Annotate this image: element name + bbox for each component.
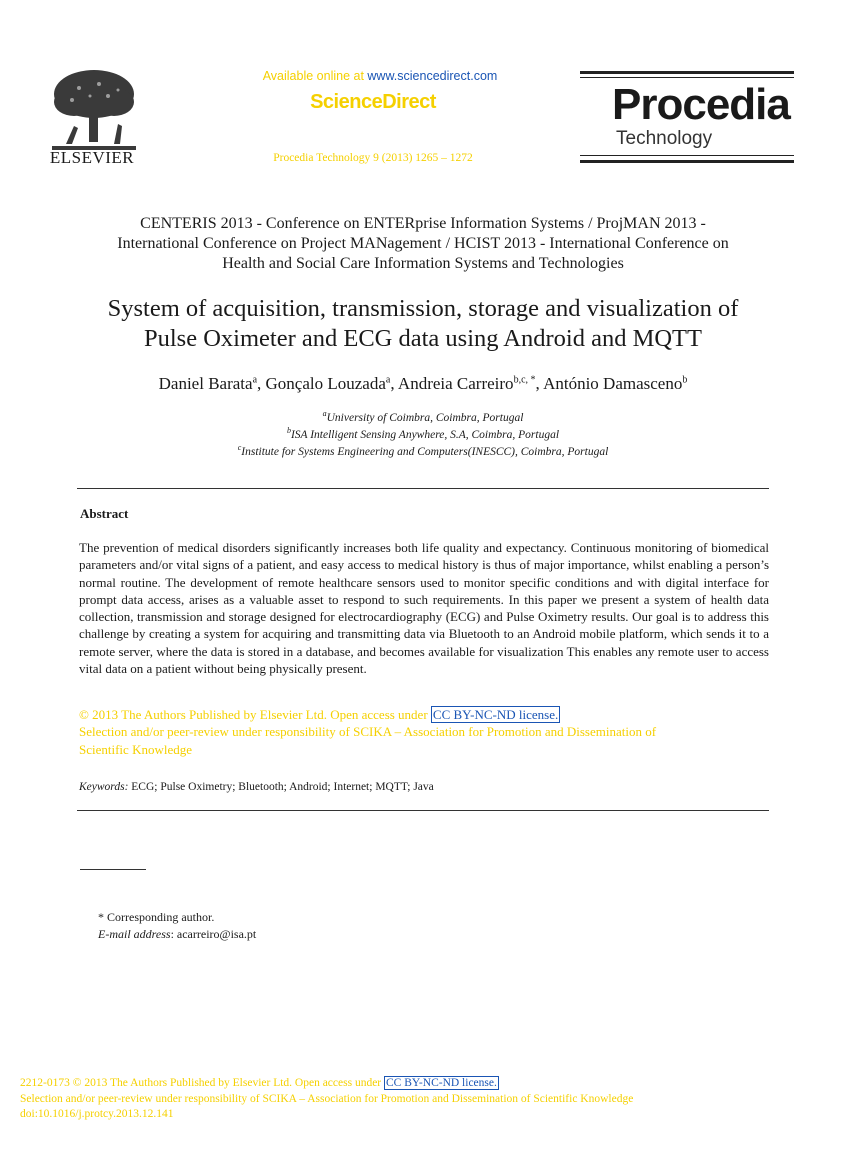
conference-line: International Conference on Project MANagement / HCIST 2013 - International Conference on <box>117 235 729 252</box>
author-affiliation-mark: b <box>682 374 688 386</box>
peer-review-text: Selection and/or peer-review under responsibility of SCIKA – Association for Promotion and Dissemination of <box>79 724 657 740</box>
conference-line: Health and Social Care Information Systems and Technologies <box>222 255 624 272</box>
author-affiliation-mark: a <box>385 374 391 386</box>
author-name: Daniel Barata <box>158 374 253 393</box>
author-name: Andreia Carreiro <box>397 374 514 393</box>
journal-rule <box>580 71 794 74</box>
conference-info <box>60 214 786 274</box>
paper-title-line: Pulse Oximeter and ECG data using Android and MQTT <box>144 325 702 352</box>
paper-title-line: System of acquisition, transmission, storage and visualization of <box>107 295 739 322</box>
issn-line: 2212-0173 © 2013 The Authors Published by Elsevier Ltd. Open access under <box>20 1077 385 1089</box>
keywords-text: ECG; Pulse Oximetry; Bluetooth; Android; Internet; MQTT; Java <box>128 781 434 793</box>
author-affiliation-mark: b,c, * <box>513 374 536 386</box>
section-divider <box>77 810 769 811</box>
author-name: Gonçalo Louzada <box>265 374 386 393</box>
affiliation-item <box>60 444 786 461</box>
author-separator: , <box>257 374 266 393</box>
abstract-body: The prevention of medical disorders significantly increases both life quality and expectancy. Continuous monitoring of biomedical parameters and/or vital signs of a patient, and easy access to medical history is thus of major importance, whilst enabling a person’s normal routine. The development of remote healthcare sensors used to monitor specific conditions and with digital interface for prompt data access, arises as a valuable asset to respond to such requirements. In this paper we present a system of health data collection, transmission and storage designed for electrocardiography (ECG) and Pulse Oximetry results. Our goal is to address this challenge by creating a system for acquiring and transmitting data via Bluetooth to an Android mobile platform, which sends it to a remote server, where the data is stored in a database, and becomes available for visualization This enables any remote user to access vital data on a patient without being physically present. <box>79 540 769 677</box>
journal-subtitle: Technology <box>616 128 713 149</box>
journal-rule <box>580 160 794 163</box>
journal-rule <box>580 155 794 156</box>
affiliation-item <box>60 410 786 427</box>
author-separator: , <box>390 374 398 393</box>
sciencedirect-brand: ScienceDirect <box>310 91 436 113</box>
author-separator: , <box>535 374 544 393</box>
doi-text[interactable]: doi:10.1016/j.protcy.2013.12.141 <box>20 1108 174 1120</box>
footnote-divider <box>80 869 146 870</box>
open-access-notice <box>79 706 769 758</box>
affiliation-item <box>60 427 786 444</box>
affiliation-mark: b <box>286 426 291 436</box>
peer-review-text: Selection and/or peer-review under responsibility of SCIKA – Association for Promotion and Dissemination of Scientific Knowledge <box>20 1092 634 1105</box>
conference-line: CENTERIS 2013 - Conference on ENTERprise Information Systems / ProjMAN 2013 - <box>140 215 706 232</box>
footnote <box>98 909 256 943</box>
journal-title: Procedia <box>612 80 790 129</box>
available-online-label: Available online at <box>262 69 368 83</box>
author-list <box>60 374 786 394</box>
affiliation-mark: a <box>322 409 327 419</box>
corresponding-author-note: * Corresponding author. <box>98 910 215 924</box>
email-address[interactable]: : acarreiro@isa.pt <box>170 927 257 941</box>
author-name: António Damasceno <box>543 374 683 393</box>
peer-review-text: Scientific Knowledge <box>79 741 192 757</box>
affiliation-mark: c <box>237 443 242 453</box>
keywords <box>79 781 769 793</box>
abstract-heading: Abstract <box>80 506 129 521</box>
journal-rule <box>580 77 794 78</box>
sciencedirect-link[interactable]: www.sciencedirect.com <box>367 69 498 83</box>
license-link[interactable]: CC BY-NC-ND license. <box>432 707 559 722</box>
bottom-notice <box>20 1076 830 1123</box>
publisher-name: ELSEVIER <box>49 148 135 167</box>
copyright-text: © 2013 The Authors Published by Elsevier Ltd. <box>79 707 327 722</box>
affiliation-text: Institute for Systems Engineering and Computers(INESCC), Coimbra, Portugal <box>241 446 609 458</box>
affiliation-list <box>60 410 786 461</box>
section-divider <box>77 488 769 489</box>
keywords-label: Keywords: <box>79 781 129 793</box>
email-label: E-mail address <box>98 927 171 941</box>
journal-reference: Procedia Technology 9 (2013) 1265 – 1272 <box>273 152 473 164</box>
available-online-line <box>230 69 530 83</box>
license-link[interactable]: CC BY-NC-ND license. <box>386 1077 497 1089</box>
open-access-text: Open access under <box>326 707 431 722</box>
affiliation-text: University of Coimbra, Coimbra, Portugal <box>326 412 524 424</box>
author-affiliation-mark: a <box>252 374 258 386</box>
paper-title <box>50 294 796 354</box>
affiliation-text: ISA Intelligent Sensing Anywhere, S.A, Coimbra, Portugal <box>290 429 560 441</box>
